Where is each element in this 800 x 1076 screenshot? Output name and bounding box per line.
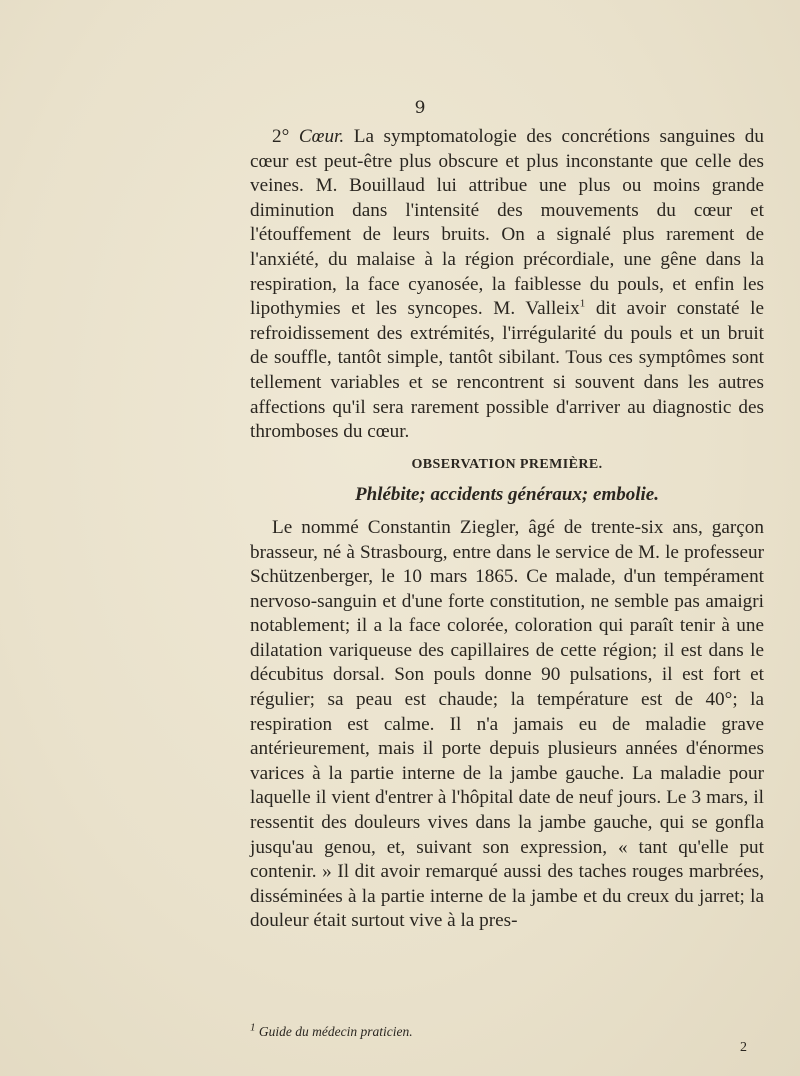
observation-heading: OBSERVATION PREMIÈRE.	[411, 456, 603, 472]
paragraph-text-continued: dit avoir constaté le refroidissement des extrémités, l'irrégularité du pouls et un bruit de souffle, tantôt simple, tantôt sibilant. Tous ces symptômes sont tellement variables et se rencontrent si souvent dans les autres affections qu'il sera rarement possible d'arriver au diagnostic des thromboses du cœur.	[250, 298, 764, 443]
signature-mark: 2	[740, 1040, 747, 1055]
footnote	[250, 1021, 764, 1040]
footnote-reference: 1	[579, 297, 586, 310]
section-title: Cœur.	[298, 126, 345, 147]
page-number: 9	[414, 98, 426, 118]
paragraph-case: Le nommé Constantin Ziegler, âgé de trente-six ans, garçon brasseur, né à Strasbourg, entre dans le service de M. le professeur Schützenberger, le 10 mars 1865. Ce malade, d'un tempérament nervoso-sanguin et d'une forte constitution, ne semble pas amaigri notablement; il a la face colorée, coloration qui paraît tenir à une dilatation variqueuse des capillaires de cette région; il est dans le décubitus dorsal. Son pouls donne 90 pulsations, il est fort et régulier; sa peau est chaude; la température est de 40°; la respiration est calme. Il n'a jamais eu de maladie grave antérieurement, mais il porte depuis plusieurs années d'énormes varices à la partie interne de la jambe gauche. La maladie pour laquelle il vient d'entrer à l'hôpital date de neuf jours. Le 3 mars, il ressentit des douleurs vives dans la jambe gauche, qui se gonfla jusqu'au genou, et, suivant son expression, « tant qu'elle put contenir. » Il dit avoir remarqué aussi des taches rouges marbrées, disséminées à la partie interne de la jambe et du creux du jarret; la douleur était surtout vive à la pres-	[250, 516, 764, 932]
paragraph-text: La symptomatologie des concrétions sanguines du cœur est peut-être plus obscure et plus inconstante que celle des veines. M. Bouillaud lui attribue une plus ou moins grande diminution dans l'intensité des mouvements du cœur et l'étouffement de leurs bruits. On a signalé plus rarement de l'anxiété, du malaise à la région précordiale, une gêne dans la respiration, la face cyanosée, la faiblesse du pouls, et enfin les lipothymies et les syncopes. M. Valleix	[250, 126, 764, 320]
section-number: 2°	[272, 126, 299, 147]
footnote-text: Guide du médecin praticien.	[255, 1024, 413, 1039]
main-text	[250, 125, 764, 934]
observation-subtitle: Phlébite; accidents généraux; embolie.	[355, 484, 659, 506]
footnote-mark: 1	[250, 1021, 256, 1034]
paragraph-heart	[250, 125, 764, 445]
